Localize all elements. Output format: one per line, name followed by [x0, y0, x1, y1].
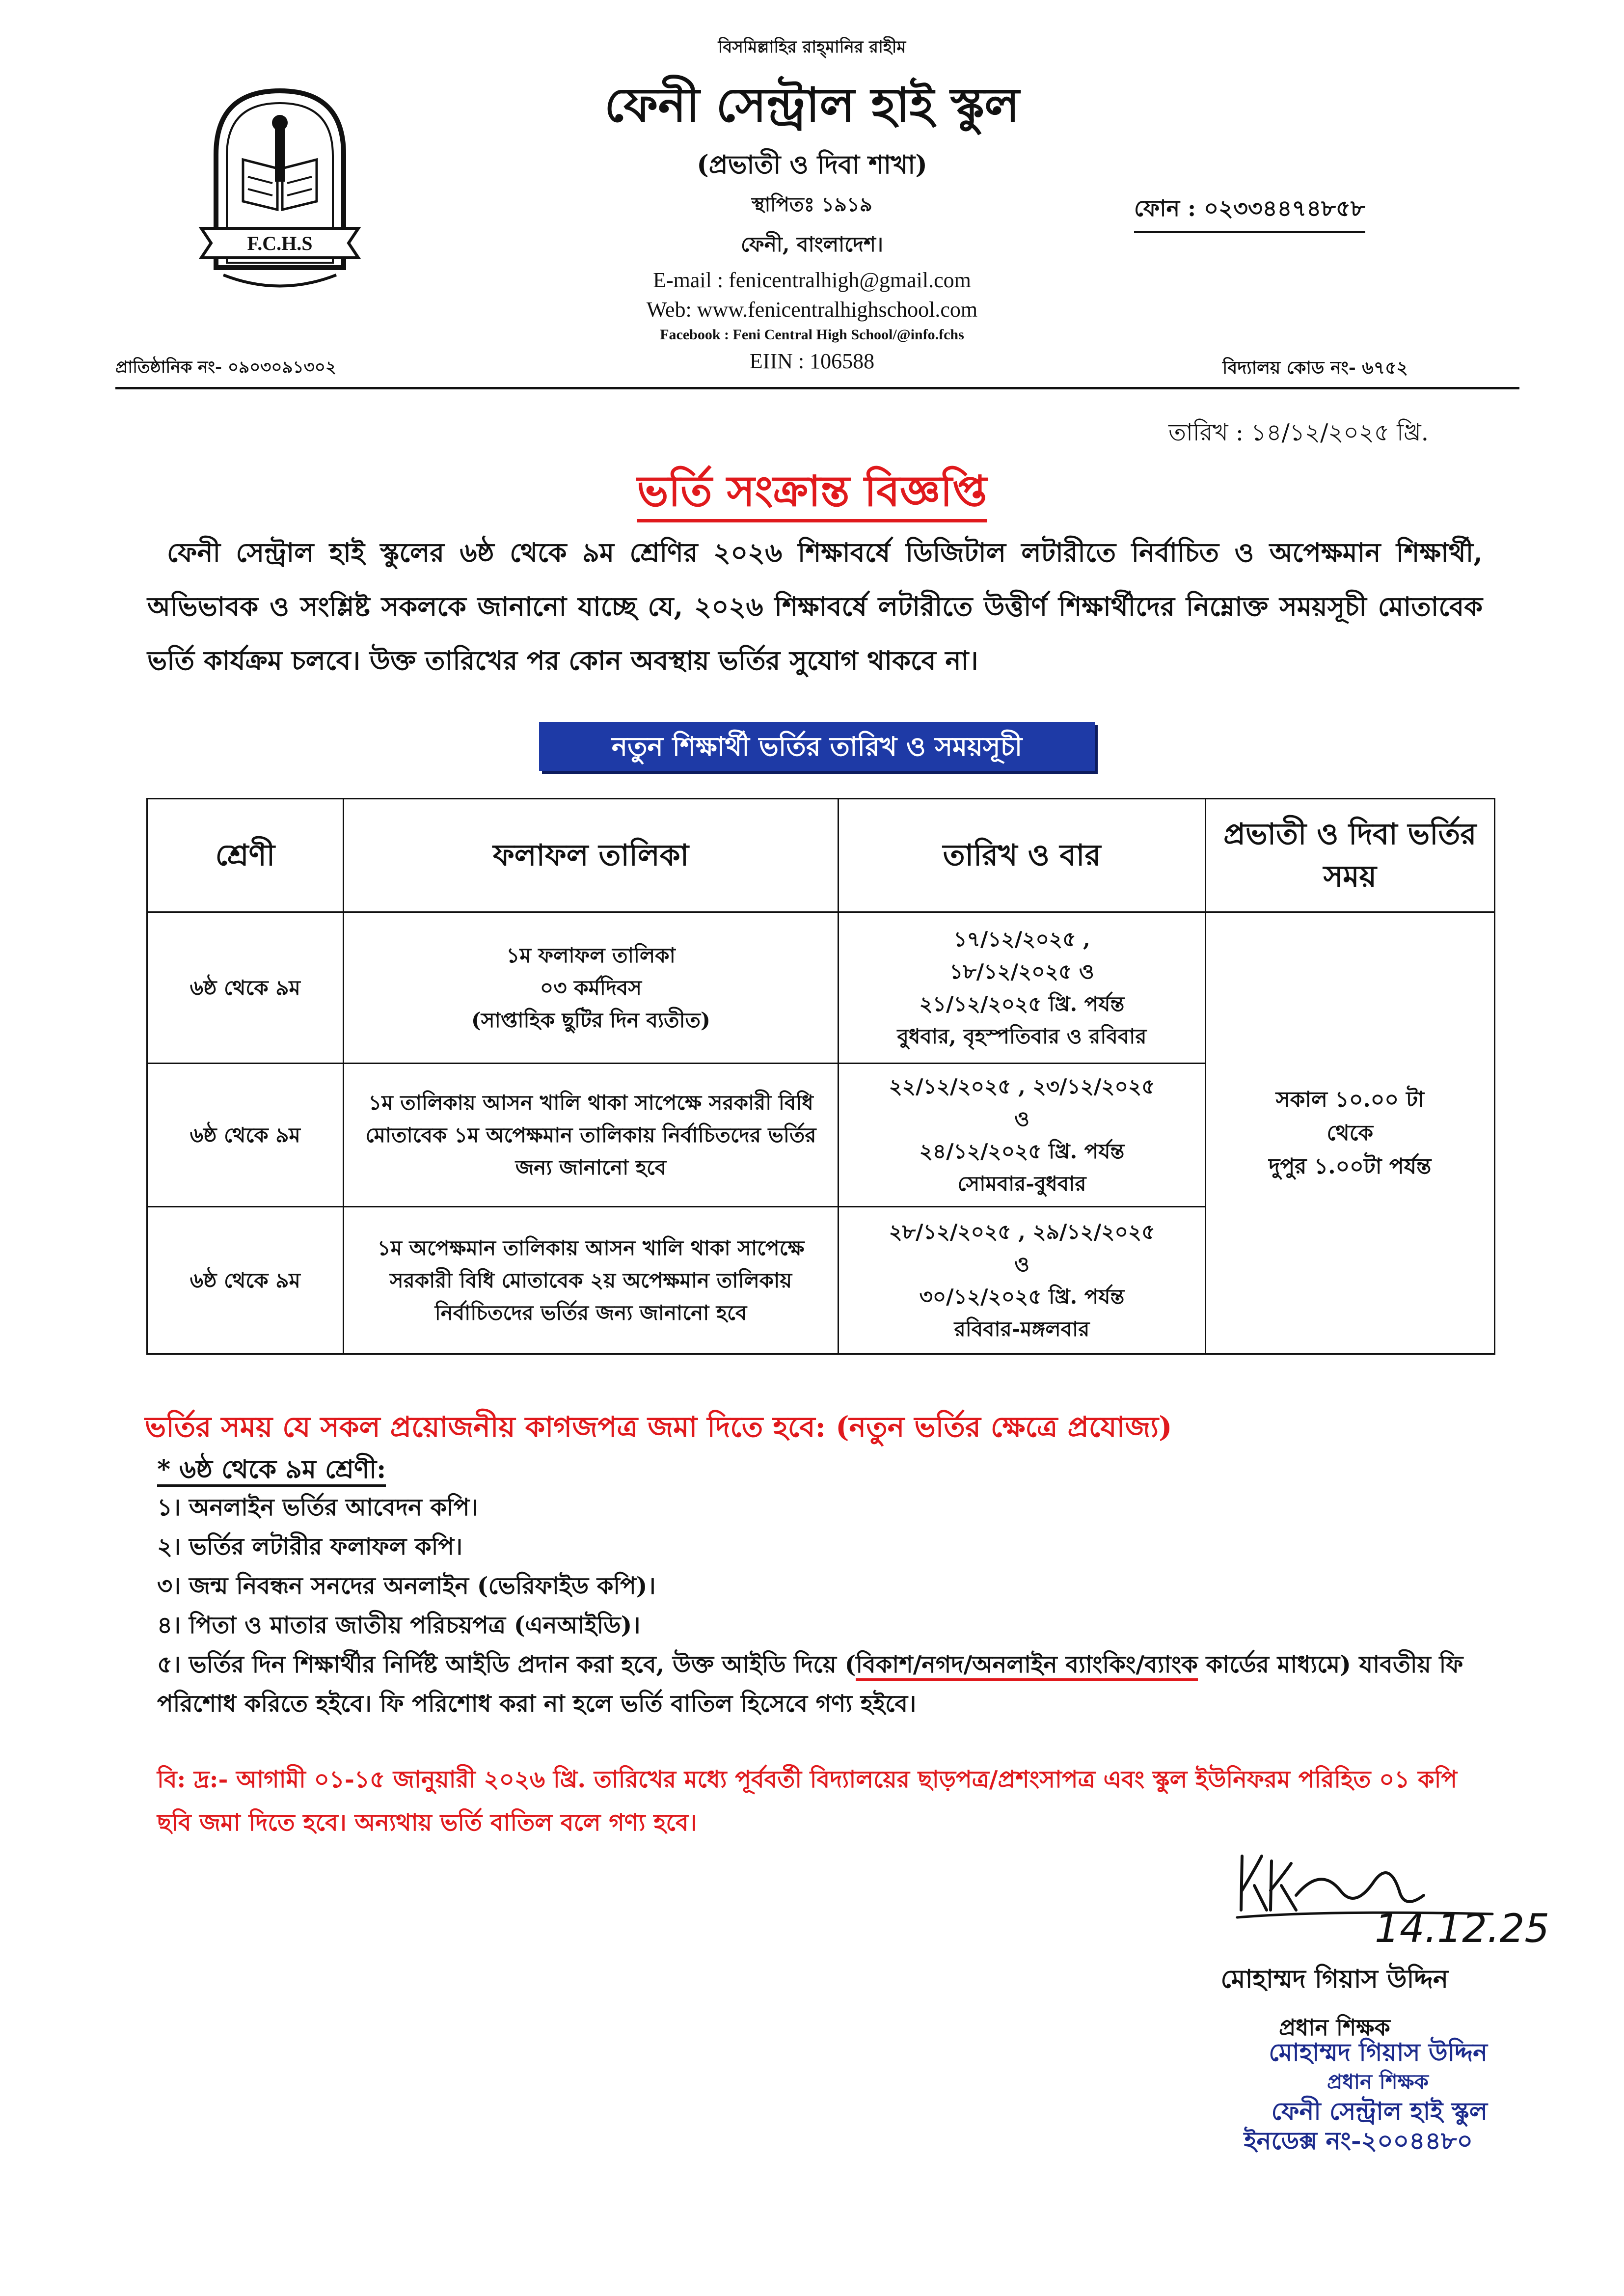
school-facebook: Facebook : Feni Central High School/@info.fchs	[660, 327, 964, 343]
list-item: ১। অনলাইন ভর্তির আবেদন কপি।	[157, 1494, 478, 1521]
list-item: ৩। জন্ম নিবন্ধন সনদের অনলাইন (ভেরিফাইড কপি)।	[157, 1572, 656, 1600]
special-note: বি: দ্র:- আগামী ০১-১৫ জানুয়ারী ২০২৬ খ্রি. তারিখের মধ্যে পূর্ববর্তী বিদ্যালয়ের ছাড়পত্র/প্রশংসাপত্র এবং স্কুল ইউনিফরম পরিহিত ০১ কপি ছবি জমা দিতে হবে। অন্যথায় ভর্তি বাতিল বলে গণ্য হবে।	[157, 1766, 1458, 1836]
logo-text: F.C.H.S	[247, 232, 313, 254]
column-header-admission-time: প্রভাতী ও দিবা ভর্তির সময়	[1205, 799, 1494, 912]
list-item: ২। ভর্তির লটারীর ফলাফল কপি।	[157, 1533, 463, 1560]
cell-admission-time: সকাল ১০.০০ টা থেকে দুপুর ১.০০টা পর্যন্ত	[1205, 912, 1494, 1354]
official-stamp	[1144, 2038, 1488, 2156]
schedule-banner: নতুন শিক্ষার্থী ভর্তির তারিখ ও সময়সূচী	[539, 722, 1095, 771]
cell-class: ৬ষ্ঠ থেকে ৯ম	[147, 1207, 344, 1354]
headmaster-title: প্রধান শিক্ষক	[1279, 2014, 1390, 2041]
intro-paragraph: ফেনী সেন্ট্রাল হাই স্কুলের ৬ষ্ঠ থেকে ৯ম শ্রেণির ২০২৬ শিক্ষাবর্ষে ডিজিটাল লটারীতে নির্বাচিত ও অপেক্ষমান শিক্ষার্থী, অভিভাবক ও সংশ্লিষ্ট সকলকে জানানো যাচ্ছে যে, ২০২৬ শিক্ষাবর্ষে লটারীতে উত্তীর্ণ শিক্ষার্থীদের নিম্নোক্ত সময়সূচী মোতাবেক ভর্তি কার্যক্রম চলবে। উক্ত তারিখের পর কোন অবস্থায় ভর্তির সুযোগ থাকবে না।	[147, 537, 1483, 676]
cell-result-list: ১ম অপেক্ষমান তালিকায় আসন খালি থাকা সাপেক্ষে সরকারী বিধি মোতাবেক ২য় অপেক্ষমান তালিকায় নির্বাচিতদের ভর্তির জন্য জানানো হবে	[343, 1207, 839, 1354]
signature-image	[1227, 1836, 1550, 1951]
school-eiin: EIIN : 106588	[749, 349, 875, 373]
documents-class-text: * ৬ষ্ঠ থেকে ৯ম শ্রেণী:	[157, 1454, 386, 1487]
established-year: স্থাপিতঃ ১৯১৯	[752, 193, 872, 216]
column-header-date-day: তারিখ ও বার	[839, 799, 1205, 912]
list-item-payment	[157, 1645, 1492, 1723]
cell-class: ৬ষ্ঠ থেকে ৯ম	[147, 1064, 344, 1207]
school-logo	[196, 81, 363, 302]
documents-class-label	[157, 1449, 386, 1492]
signature-date: 14.12.25	[1375, 1906, 1550, 1951]
school-phone: ফোন : ০২৩৩৪৪৭৪৮৫৮	[1134, 191, 1365, 233]
table-row	[147, 912, 1495, 1064]
school-website: Web: www.fenicentralhighschool.com	[646, 298, 978, 322]
stamp-name: মোহাম্মদ গিয়াস উদ্দিন	[1269, 2038, 1488, 2067]
headmaster-name: মোহাম্মদ গিয়াস উদ্দিন	[1220, 1964, 1448, 1994]
cell-class: ৬ষ্ঠ থেকে ৯ম	[147, 912, 344, 1064]
stamp-school: ফেনী সেন্ট্রাল হাই স্কুল	[1271, 2097, 1488, 2126]
cell-result-list: ১ম তালিকায় আসন খালি থাকা সাপেক্ষে সরকারী বিধি মোতাবেক ১ম অপেক্ষমান তালিকায় নির্বাচিতদের ভর্তির জন্য জানানো হবে	[343, 1064, 839, 1207]
admission-schedule-table	[146, 798, 1495, 1355]
table-header-row	[147, 799, 1495, 912]
branch-label: (প্রভাতী ও দিবা শাখা)	[697, 150, 927, 180]
documents-list	[157, 1488, 1492, 1723]
cell-result-list: ১ম ফলাফল তালিকা ০৩ কর্মদিবস (সাপ্তাহিক ছুটির দিন ব্যতীত)	[343, 912, 839, 1064]
list-item: ৪। পিতা ও মাতার জাতীয় পরিচয়পত্র (এনআইডি)।	[157, 1612, 641, 1639]
stamp-title: প্রধান শিক্ষক	[1326, 2070, 1429, 2094]
payment-methods: বিকাশ/নগদ/অনলাইন ব্যাংকিং/ব্যাংক	[856, 1651, 1198, 1681]
notice-title	[0, 459, 1624, 529]
cell-date-day: ১৭/১২/২০২৫ , ১৮/১২/২০২৫ ও ২১/১২/২০২৫ খ্রি. পর্যন্ত বুধবার, বৃহস্পতিবার ও রবিবার	[839, 912, 1205, 1064]
header-divider	[115, 387, 1519, 389]
payment-text-before: ৫। ভর্তির দিন শিক্ষার্থীর নির্দিষ্ট আইডি প্রদান করা হবে, উক্ত আইডি দিয়ে (	[157, 1651, 856, 1678]
cell-date-day: ২২/১২/২০২৫ , ২৩/১২/২০২৫ ও ২৪/১২/২০২৫ খ্রি. পর্যন্ত সোমবার-বুধবার	[839, 1064, 1205, 1207]
school-code: বিদ্যালয় কোড নং- ৬৭৫২	[1222, 357, 1408, 378]
notice-title-text: ভর্তি সংক্রান্ত বিজ্ঞপ্তি	[637, 466, 987, 522]
school-name: ফেনী সেন্ট্রাল হাই স্কুল	[604, 77, 1020, 133]
column-header-class: শ্রেণী	[147, 799, 344, 912]
stamp-index: ইনডেক্স নং-২০০৪৪৮০	[1244, 2126, 1473, 2155]
school-location: ফেনী, বাংলাদেশ।	[741, 232, 883, 256]
bismillah-text: বিসমিল্লাহির রাহ্‌মানির রাহীম	[718, 37, 906, 57]
notice-date: তারিখ : ১৪/১২/২০২৫ খ্রি.	[1168, 419, 1429, 446]
column-header-result-list: ফলাফল তালিকা	[343, 799, 839, 912]
school-email: E-mail : fenicentralhigh@gmail.com	[653, 268, 971, 292]
registration-number: প্রাতিষ্ঠানিক নং- ০৯০৩০৯১৩০২	[115, 357, 336, 377]
documents-heading: ভর্তির সময় যে সকল প্রয়োজনীয় কাগজপত্র জমা দিতে হবে: (নতুন ভর্তির ক্ষেত্রে প্রযোজ্য)	[145, 1410, 1172, 1444]
payment-text-after: কার্ডের মাধ্যমে) যাবতীয় ফি পরিশোধ করিতে হইবে। ফি পরিশোধ করা না হলে ভর্তি বাতিল হিসেবে গণ্য হইবে।	[157, 1651, 1463, 1718]
cell-date-day: ২৮/১২/২০২৫ , ২৯/১২/২০২৫ ও ৩০/১২/২০২৫ খ্রি. পর্যন্ত রবিবার-মঙ্গলবার	[839, 1207, 1205, 1354]
